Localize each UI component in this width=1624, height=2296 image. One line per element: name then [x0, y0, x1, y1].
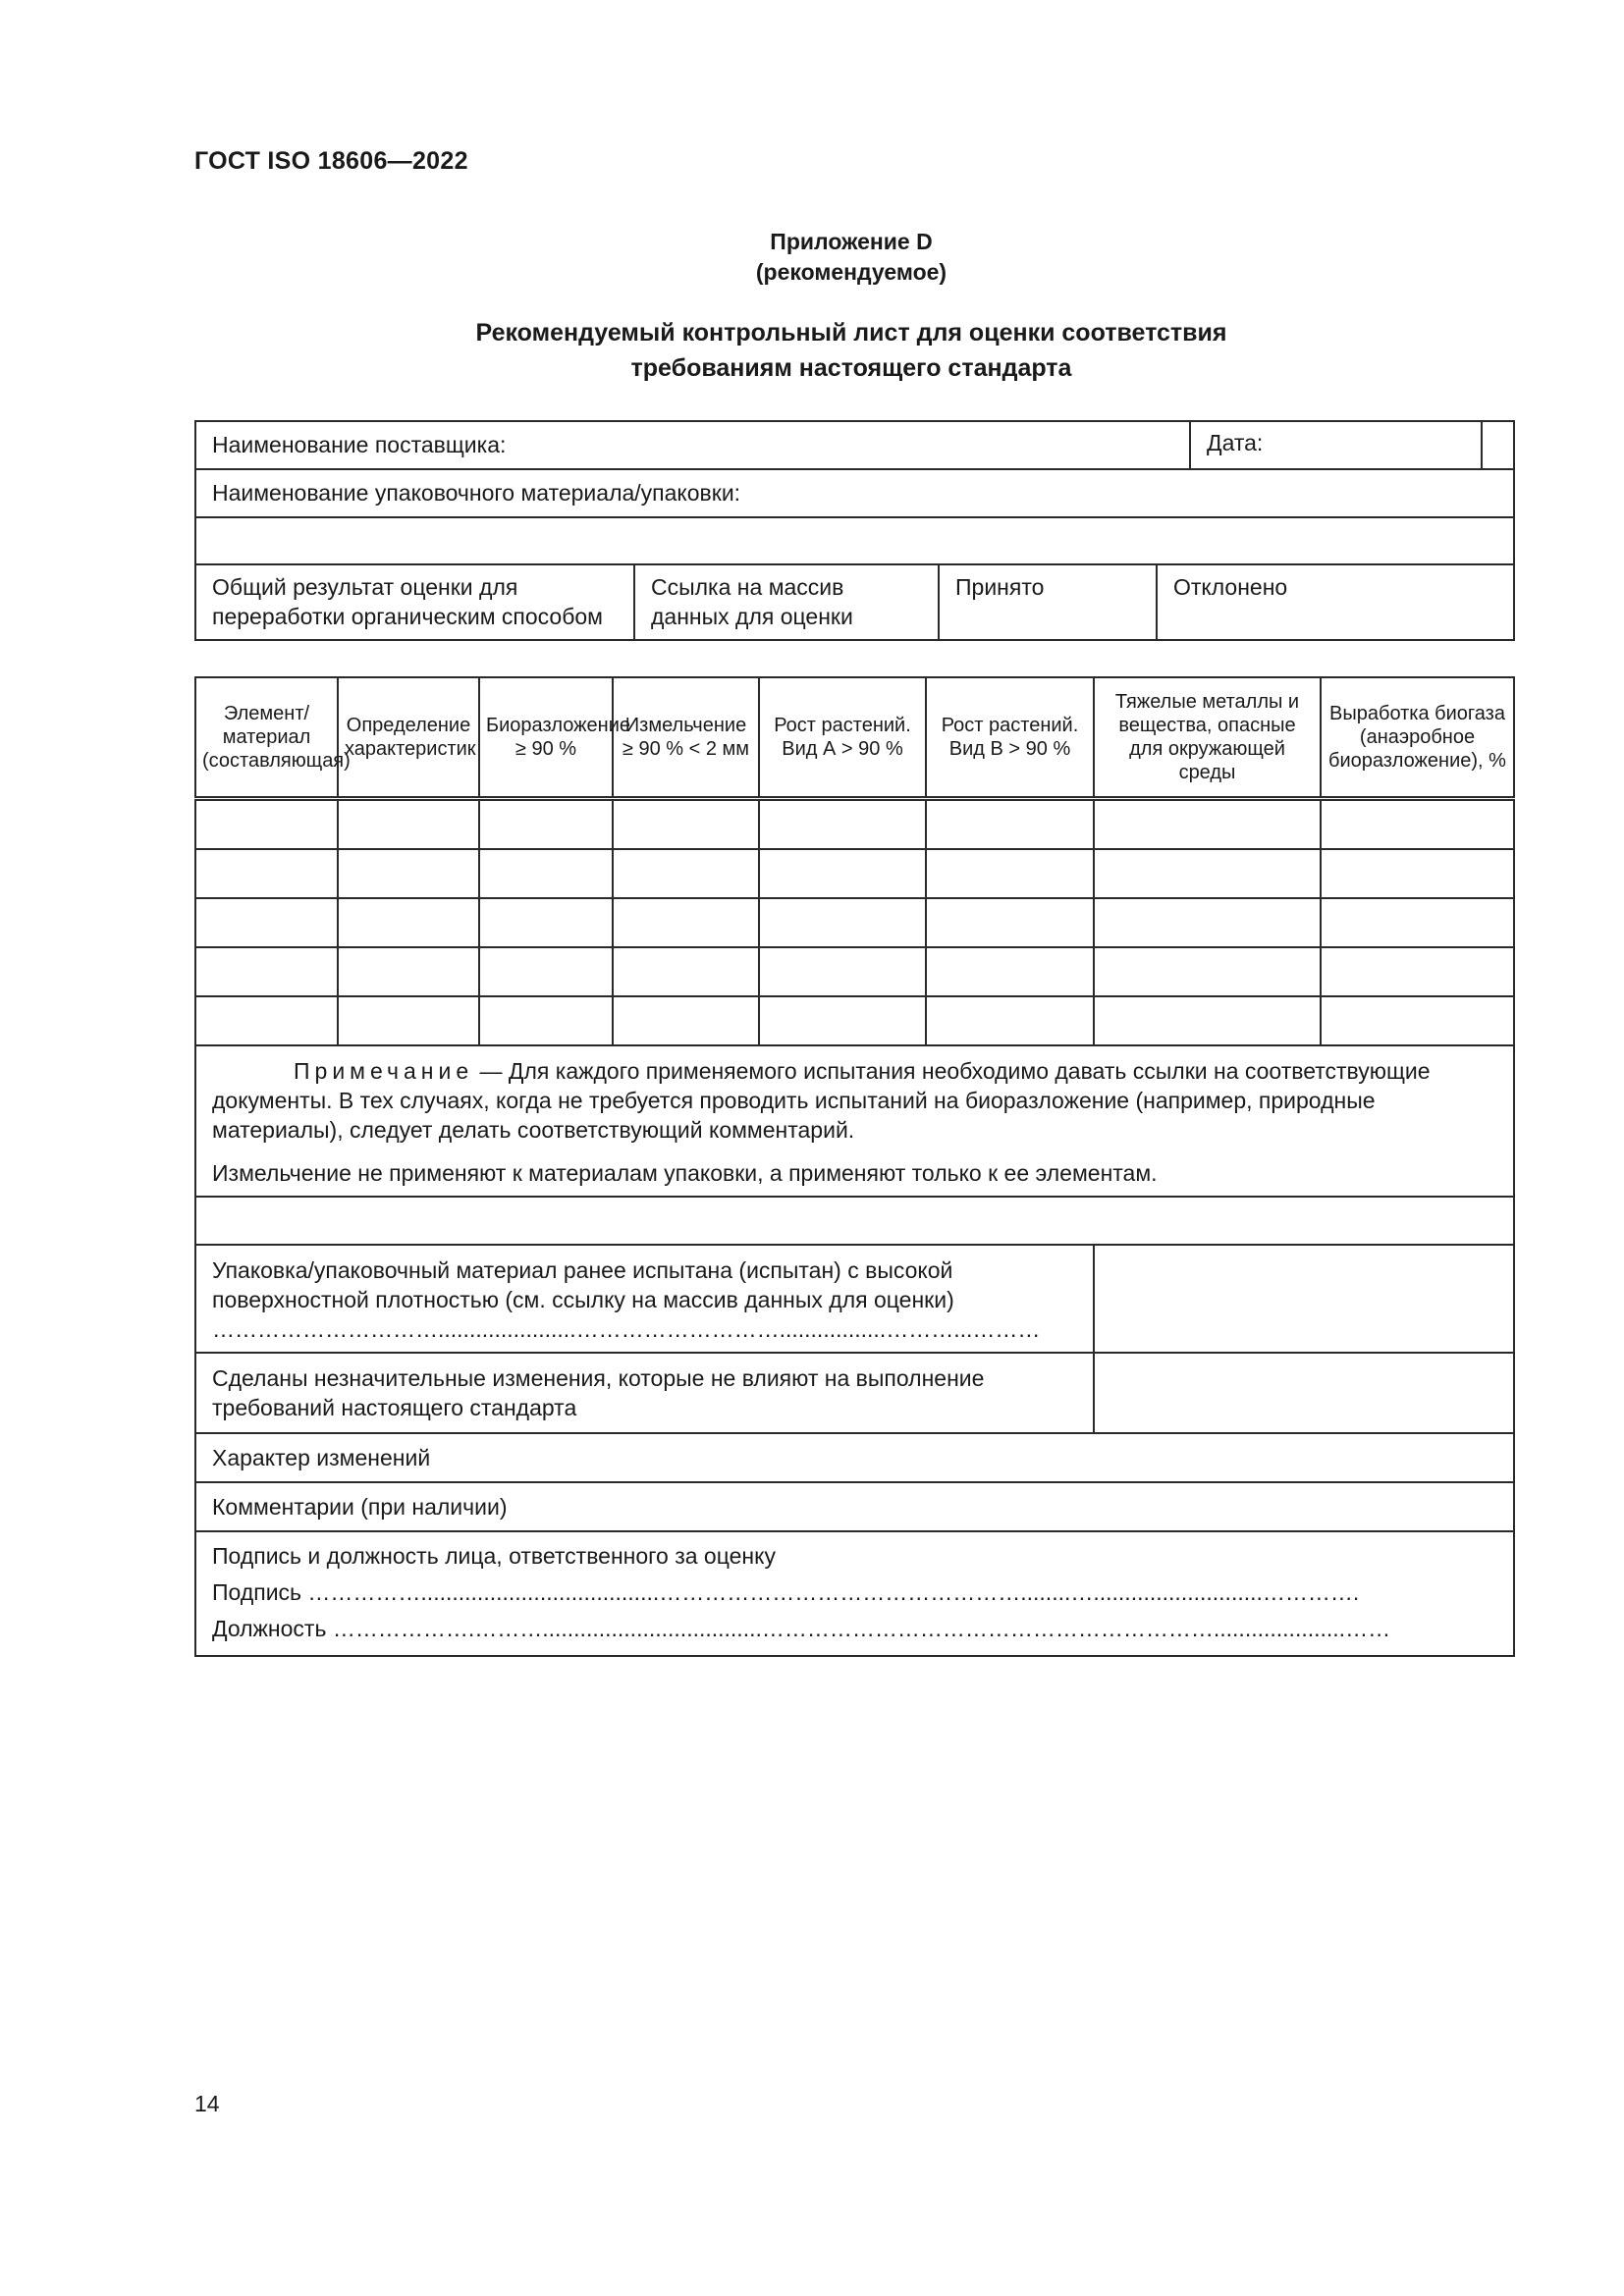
table-row — [195, 898, 1514, 947]
table-row — [195, 849, 1514, 898]
table-row — [195, 996, 1514, 1045]
table-cell[interactable] — [195, 849, 338, 898]
table-cell[interactable] — [338, 947, 479, 996]
rejected-label: Отклонено — [1173, 574, 1288, 600]
table-cell[interactable] — [1094, 898, 1321, 947]
note-paragraph — [212, 1056, 1497, 1145]
col-header-heavy-metals: Тяжелые металлы и вещества, опасные для окружающей среды — [1094, 677, 1321, 799]
table-cell[interactable] — [613, 799, 759, 850]
table-cell[interactable] — [1321, 799, 1514, 850]
table-cell[interactable] — [479, 799, 613, 850]
table-cell[interactable] — [195, 947, 338, 996]
table-cell[interactable] — [759, 849, 926, 898]
previously-tested-cell — [195, 1245, 1094, 1353]
table-cell[interactable] — [759, 799, 926, 850]
annex-heading — [39, 227, 1624, 288]
annex-title: Приложение D — [770, 229, 933, 254]
page-number: 14 — [194, 2091, 220, 2116]
table-cell[interactable] — [613, 947, 759, 996]
table-cell[interactable] — [613, 996, 759, 1045]
table-cell[interactable] — [338, 898, 479, 947]
table-cell[interactable] — [338, 849, 479, 898]
nature-of-changes-label: Характер изменений — [212, 1445, 431, 1470]
rejected-cell[interactable] — [1157, 564, 1514, 640]
table-cell[interactable] — [479, 898, 613, 947]
table-cell[interactable] — [759, 996, 926, 1045]
previously-tested-mark[interactable] — [1094, 1245, 1514, 1353]
table-note — [195, 1045, 1514, 1197]
overall-result-label: Общий результат оценки для переработки органическим способом — [212, 574, 603, 629]
signature-block — [195, 1531, 1514, 1656]
minor-changes-label: Сделаны незначительные изменения, которые не влияют на выполнение требований настоящего стандарта — [212, 1365, 985, 1420]
table-cell[interactable] — [1321, 996, 1514, 1045]
table-cell[interactable] — [1094, 947, 1321, 996]
previously-tested-dots: …………………………......................……………………….................………...……… — [212, 1316, 1041, 1342]
minor-changes-cell — [195, 1353, 1094, 1433]
table-cell[interactable] — [479, 996, 613, 1045]
col-header-characteristics: Определение характеристик — [338, 677, 479, 799]
title-line-2: требованиям настоящего стандарта — [630, 354, 1072, 382]
note-paragraph-2: Измельчение не применяют к материалам упаковки, а применяют только к ее элементам. — [212, 1160, 1158, 1186]
table-cell[interactable] — [1321, 898, 1514, 947]
title-line-1: Рекомендуемый контрольный лист для оценки соответствия — [475, 319, 1227, 347]
material-name-field[interactable] — [195, 469, 1514, 517]
data-reference-label: Ссылка на массив данных для оценки — [651, 574, 853, 629]
table-cell[interactable] — [338, 996, 479, 1045]
comments-label: Комментарии (при наличии) — [212, 1494, 508, 1520]
note-text: — Для каждого применяемого испытания необходимо давать ссылки на соответствующие документы. В тех случаях, когда не требуется проводить испытаний на биоразложение (например, природные материалы), следует делать соответствующий комментарий. — [212, 1058, 1431, 1143]
checklist-title — [39, 315, 1624, 386]
col-header-biodegradation: Биоразложение ≥ 90 % — [479, 677, 613, 799]
col-header-disintegration: Измельчение ≥ 90 % < 2 мм — [613, 677, 759, 799]
col-header-plant-growth-b: Рост растений. Вид В > 90 % — [926, 677, 1094, 799]
evaluation-table — [194, 676, 1515, 1657]
data-reference-cell[interactable] — [634, 564, 939, 640]
overall-result-cell — [195, 564, 634, 640]
minor-changes-mark[interactable] — [1094, 1353, 1514, 1433]
table-cell[interactable] — [195, 898, 338, 947]
position-line[interactable]: Должность ……………….………...................................…………………………………………………….....................…… — [212, 1616, 1391, 1641]
nature-of-changes-field[interactable] — [195, 1433, 1514, 1482]
material-name-label: Наименование упаковочного материала/упаковки: — [212, 480, 741, 506]
table-cell[interactable] — [195, 996, 338, 1045]
table-cell[interactable] — [613, 849, 759, 898]
table-cell[interactable] — [1094, 799, 1321, 850]
table-cell[interactable] — [613, 898, 759, 947]
col-header-biogas: Выработка биогаза (анаэробное биоразложение), % — [1321, 677, 1514, 799]
blank-entry-row[interactable] — [195, 1197, 1514, 1245]
table-cell[interactable] — [926, 947, 1094, 996]
table-cell[interactable] — [479, 849, 613, 898]
table-cell[interactable] — [1321, 947, 1514, 996]
accepted-label: Принято — [955, 574, 1045, 600]
signature-title: Подпись и должность лица, ответственного за оценку — [212, 1543, 776, 1569]
table-cell[interactable] — [1094, 996, 1321, 1045]
table-cell[interactable] — [195, 799, 338, 850]
document-header: ГОСТ ISO 18606—2022 — [194, 147, 468, 175]
table-row — [195, 947, 1514, 996]
table-cell[interactable] — [1321, 849, 1514, 898]
col-header-plant-growth-a: Рост растений. Вид А > 90 % — [759, 677, 926, 799]
date-field[interactable] — [1189, 420, 1513, 470]
table-row — [195, 799, 1514, 850]
blank-entry-row[interactable] — [195, 517, 1514, 564]
table-cell[interactable] — [926, 799, 1094, 850]
table-cell[interactable] — [926, 996, 1094, 1045]
col-header-element: Элемент/ материал (составляющая) — [195, 677, 338, 799]
table-cell[interactable] — [338, 799, 479, 850]
table-cell[interactable] — [759, 947, 926, 996]
comments-field[interactable] — [195, 1482, 1514, 1531]
table-cell[interactable] — [479, 947, 613, 996]
table-cell[interactable] — [759, 898, 926, 947]
supplier-name-label: Наименование поставщика: — [212, 432, 507, 457]
accepted-cell[interactable] — [939, 564, 1157, 640]
signature-line[interactable]: Подпись ……………......................................…………………………………………........…...........................…………. — [212, 1579, 1360, 1605]
annex-type: (рекомендуемое) — [755, 259, 947, 285]
previously-tested-label: Упаковка/упаковочный материал ранее испытана (испытан) с высокой поверхностной плотностью (см. ссылку на массив данных для оценки) — [212, 1257, 954, 1312]
note-prefix: Примечание — [294, 1058, 474, 1084]
table-cell[interactable] — [926, 898, 1094, 947]
date-label: Дата: — [1207, 430, 1264, 455]
table-cell[interactable] — [1094, 849, 1321, 898]
table-cell[interactable] — [926, 849, 1094, 898]
